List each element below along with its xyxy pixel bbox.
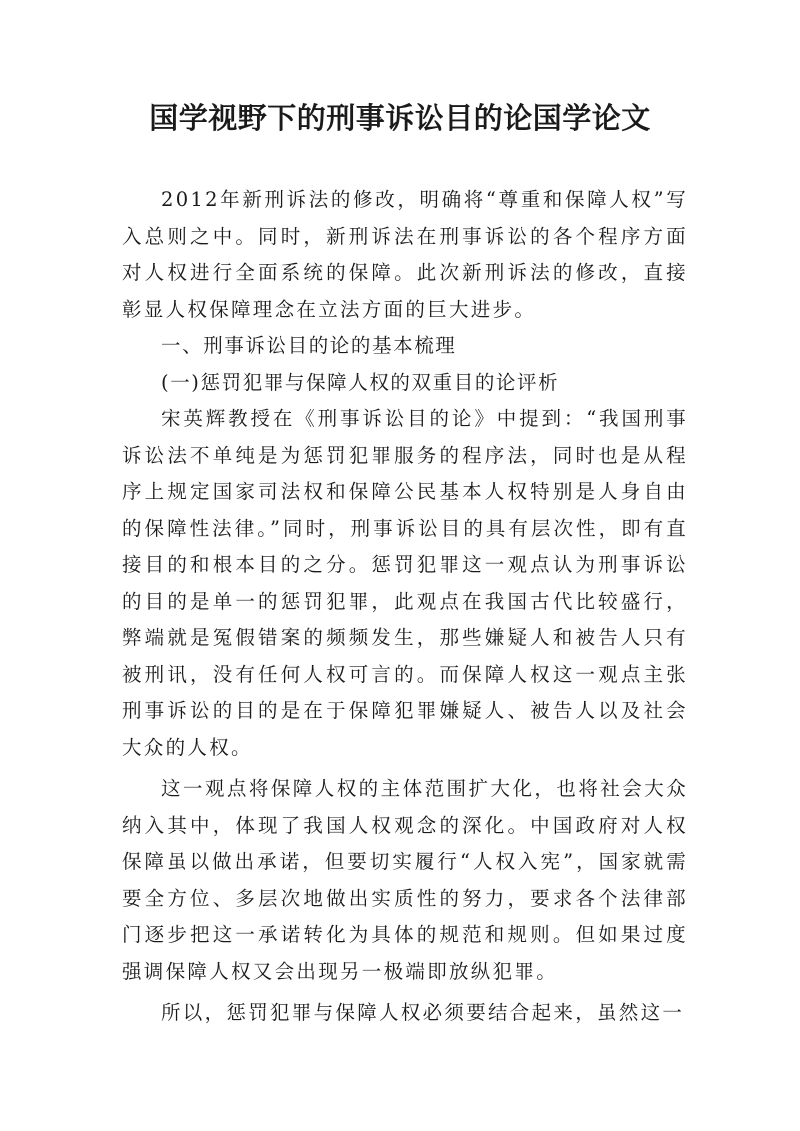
paragraph-body: 这一观点将保障人权的主体范围扩大化，也将社会大众纳入其中，体现了我国人权观念的深化。中国政府对人权保障虽以做出承诺，但要切实履行“人权入宪”，国家就需要全方位、多层次地做出实质性的努力，要求各个法律部门逐步把这一承诺转化为具体的规范和规则。但如果过度强调保障人权又会出现另一极端即放纵犯罪。: [122, 777, 688, 983]
document-body: [122, 182, 688, 1032]
paragraph-intro: 2012年新刑诉法的修改，明确将“尊重和保障人权”写入总则之中。同时，新刑诉法在刑事诉讼的各个程序方面对人权进行全面系统的保障。此次新刑诉法的修改，直接彰显人权保障理念在立法方面的巨大进步。: [122, 188, 688, 321]
paragraph-body: 宋英辉教授在《刑事诉讼目的论》中提到：“我国刑事诉讼法不单纯是为惩罚犯罪服务的程序法，同时也是从程序上规定国家司法权和保障公民基本人权特别是人身自由的保障性法律。”同时，刑事诉讼目的具有层次性，即有直接目的和根本目的之分。惩罚犯罪这一观点认为刑事诉讼的目的是单一的惩罚犯罪，此观点在我国古代比较盛行，弊端就是冤假错案的频频发生，那些嫌疑人和被告人只有被刑讯，没有任何人权可言的。而保障人权这一观点主张刑事诉讼的目的是在于保障犯罪嫌疑人、被告人以及社会大众的人权。: [122, 407, 688, 759]
paragraph-body: 所以，惩罚犯罪与保障人权必须要结合起来，虽然这一: [161, 1001, 685, 1024]
section-heading: 一、刑事诉讼目的论的基本梳理: [161, 334, 457, 357]
subsection-heading: (一)惩罚犯罪与保障人权的双重目的论评析: [161, 370, 560, 394]
document-title: 国学视野下的刑事诉讼目的论国学论文: [149, 101, 651, 135]
